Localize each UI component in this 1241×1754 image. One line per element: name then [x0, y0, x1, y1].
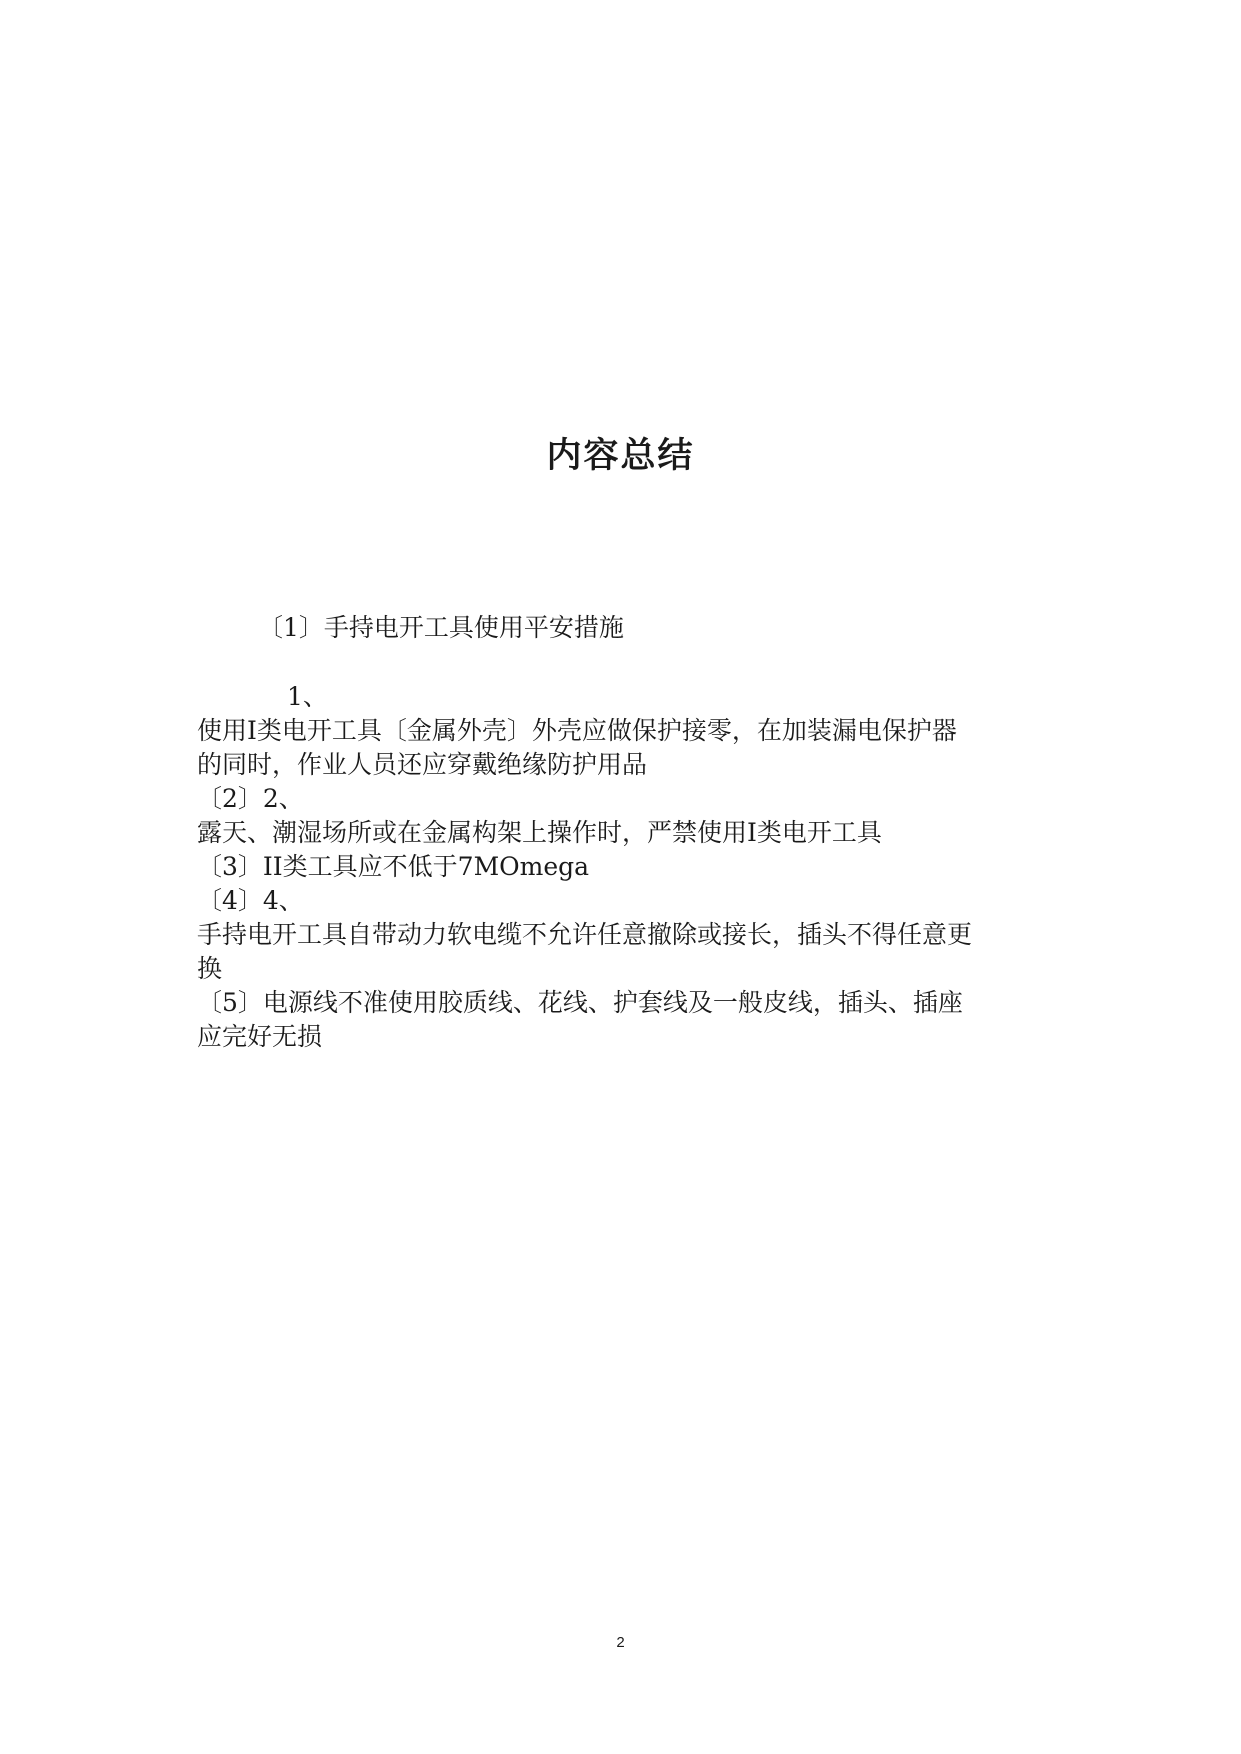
page-title: 内容总结 — [546, 436, 695, 476]
item-4-text-line2: 换 — [197, 954, 223, 983]
item-5-text-line2: 应完好无损 — [197, 1022, 323, 1051]
item-4-head: 〔4〕4、 — [197, 886, 304, 915]
page-number: 2 — [616, 1634, 625, 1651]
item-4-text-line1: 手持电开工具自带动力软电缆不允许任意撤除或接长，插头不得任意更 — [197, 920, 973, 949]
item-2-text: 露天、潮湿场所或在金属构架上操作时，严禁使用I类电开工具 — [197, 818, 882, 847]
item-1-number: 1、 — [287, 682, 328, 711]
item-1-text-line1: 使用I类电开工具〔金属外壳〕外壳应做保护接零，在加装漏电保护器 — [197, 716, 957, 745]
section-heading: 〔1〕手持电开工具使用平安措施 — [258, 613, 624, 642]
item-1-text-line2: 的同时，作业人员还应穿戴绝缘防护用品 — [197, 750, 648, 779]
item-5-text-line1: 〔5〕电源线不准使用胶质线、花线、护套线及一般皮线，插头、插座 — [197, 988, 963, 1017]
item-3-text: 〔3〕II类工具应不低于7MOmega — [197, 852, 590, 881]
item-2-head: 〔2〕2、 — [197, 784, 304, 813]
